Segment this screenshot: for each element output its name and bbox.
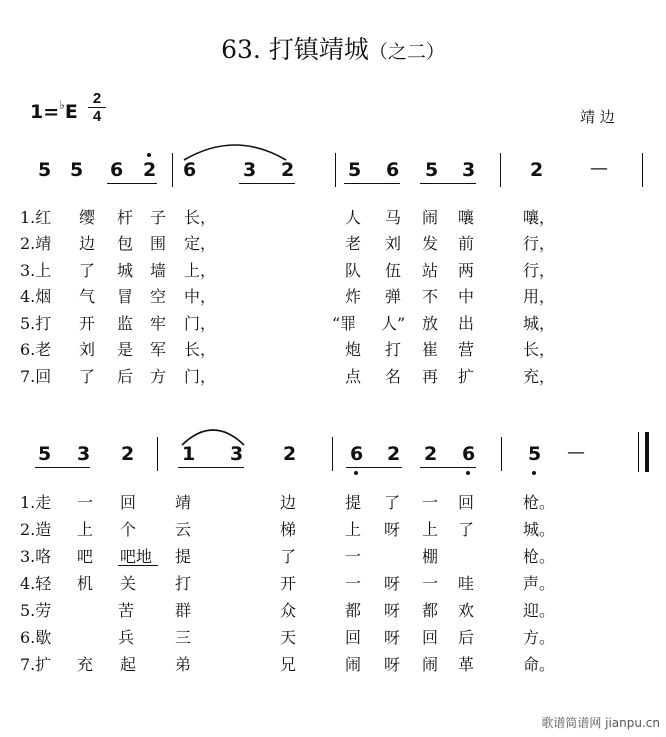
lyric: 闹 xyxy=(345,655,362,674)
lyric: 6.歇 xyxy=(20,628,52,647)
lyric: 弟 xyxy=(175,655,192,674)
sustain-dash: — xyxy=(567,442,585,463)
lyric: 门， xyxy=(184,314,217,333)
lyric: 行， xyxy=(523,261,556,280)
key-note: E xyxy=(64,101,78,123)
lyric: 4.烟 xyxy=(20,287,52,306)
bar-line xyxy=(172,153,173,187)
lyric: 长， xyxy=(523,340,556,359)
lyric: 一 xyxy=(345,574,362,593)
eighth-underline xyxy=(35,467,90,468)
lyric: 前 xyxy=(458,234,475,253)
lyric: 回 xyxy=(422,628,439,647)
lyric: 回 xyxy=(120,493,137,512)
lyric: 崔 xyxy=(422,340,439,359)
lyric: 了 xyxy=(280,547,297,566)
lyric: 长， xyxy=(184,208,217,227)
lyric: 1.红 xyxy=(20,208,52,227)
lyric: 老 xyxy=(345,234,362,253)
lyric: 呀 xyxy=(384,574,401,593)
bar-line xyxy=(501,437,502,471)
lyric: 城 xyxy=(117,261,134,280)
lyric: 了 xyxy=(384,493,401,512)
lyric: 伍 xyxy=(385,261,402,280)
lyric: 炸 xyxy=(345,287,362,306)
lyric: 起 xyxy=(120,655,137,674)
lyric: 6.老 xyxy=(20,340,52,359)
note: 5 xyxy=(70,159,84,181)
lyric: 众 xyxy=(280,601,297,620)
lyric: 不 xyxy=(422,287,439,306)
lyric: 命。 xyxy=(523,655,556,674)
lyric: 队 xyxy=(345,261,362,280)
note: 2 xyxy=(121,443,135,465)
lyric: 刘 xyxy=(79,340,96,359)
lyric: 枪。 xyxy=(523,493,556,512)
lyric: 站 xyxy=(422,261,439,280)
eighth-underline xyxy=(107,183,157,184)
bar-line xyxy=(642,153,643,187)
lyric: 缨 xyxy=(79,208,96,227)
lyric: 都 xyxy=(422,601,439,620)
final-bar-thin xyxy=(638,432,639,472)
lyric: 开 xyxy=(280,574,297,593)
song-title-sub: （之二） xyxy=(368,41,445,63)
note: 2 xyxy=(530,159,544,181)
note: 6 xyxy=(110,159,124,181)
lyric: 再 xyxy=(422,367,439,386)
bar-line xyxy=(335,153,336,187)
lyric: 呀 xyxy=(384,520,401,539)
lyric: 放 xyxy=(422,314,439,333)
lyric: 充， xyxy=(523,367,556,386)
lyric: 个 xyxy=(120,520,137,539)
lyric: 子 xyxy=(150,208,167,227)
low-octave-dot xyxy=(466,471,470,475)
lyric: 苦 xyxy=(118,601,135,620)
lyric: 嚷 xyxy=(458,208,475,227)
eighth-underline xyxy=(239,183,295,184)
lyric: 包 xyxy=(117,234,134,253)
lyric: 一 xyxy=(422,574,439,593)
note: 5 xyxy=(528,443,542,465)
song-title xyxy=(0,30,666,66)
lyric: 一 xyxy=(77,493,94,512)
lyric: 打 xyxy=(385,340,402,359)
lyric: 关 xyxy=(120,574,137,593)
lyric: 边 xyxy=(280,493,297,512)
lyric: 1.走 xyxy=(20,493,52,512)
lyric: 杆 xyxy=(117,208,134,227)
lyric: 军 xyxy=(150,340,167,359)
lyric: 上， xyxy=(184,261,217,280)
region-label: 靖 边 xyxy=(580,108,615,126)
lyric: 气 xyxy=(79,287,96,306)
lyric: 提 xyxy=(175,547,192,566)
note: 2 xyxy=(281,159,295,181)
lyric: 发 xyxy=(422,234,439,253)
lyric: 边 xyxy=(79,234,96,253)
lyric: 7.扩 xyxy=(20,655,52,674)
lyric: “罪 xyxy=(332,314,357,333)
lyric: 中 xyxy=(458,287,475,306)
lyric: 定， xyxy=(184,234,217,253)
note: 3 xyxy=(462,159,476,181)
lyric: 棚 xyxy=(422,547,439,566)
lyric: 嚷， xyxy=(523,208,556,227)
eighth-underline xyxy=(420,467,476,468)
note: 2 xyxy=(143,159,157,181)
lyric: 闹 xyxy=(422,655,439,674)
lyric: 出 xyxy=(458,314,475,333)
lyric: 行， xyxy=(523,234,556,253)
lyric: 三 xyxy=(175,628,192,647)
eighth-underline xyxy=(346,467,402,468)
note: 2 xyxy=(283,443,297,465)
lyric: 迎。 xyxy=(523,601,556,620)
lyric: 4.轻 xyxy=(20,574,52,593)
lyric: 机 xyxy=(77,574,94,593)
lyric: 两 xyxy=(458,261,475,280)
high-octave-dot xyxy=(147,153,151,157)
lyric: 马 xyxy=(385,208,402,227)
bar-line xyxy=(500,153,501,187)
lyric: 扩 xyxy=(458,367,475,386)
lyric: 空 xyxy=(150,287,167,306)
lyric: 点 xyxy=(345,367,362,386)
lyric: 声。 xyxy=(523,574,556,593)
low-octave-dot xyxy=(354,471,358,475)
flat-sign: ♭ xyxy=(59,98,65,112)
lyric: 呀 xyxy=(384,628,401,647)
eighth-underline xyxy=(344,183,400,184)
bar-line xyxy=(332,437,333,471)
lyric: 用， xyxy=(523,287,556,306)
lyric: 弹 xyxy=(385,287,402,306)
lyric: 梯 xyxy=(280,520,297,539)
low-octave-dot xyxy=(532,471,536,475)
lyric: 充 xyxy=(77,655,94,674)
time-signature xyxy=(88,90,106,125)
lyric: 3.上 xyxy=(20,261,52,280)
eighth-underline xyxy=(178,467,244,468)
note: 6 xyxy=(386,159,400,181)
note: 2 xyxy=(387,443,401,465)
lyric: 一 xyxy=(345,547,362,566)
lyric: 一 xyxy=(422,493,439,512)
lyric: 3.咯 xyxy=(20,547,52,566)
lyric: 2.造 xyxy=(20,520,52,539)
lyric: 营 xyxy=(458,340,475,359)
lyric: 天 xyxy=(280,628,297,647)
lyric: 上 xyxy=(77,520,94,539)
lyric: 上 xyxy=(422,520,439,539)
note: 1 xyxy=(182,443,196,465)
lyric: 群 xyxy=(175,601,192,620)
key-label: 1= xyxy=(30,101,60,123)
lyric: 哇 xyxy=(458,574,475,593)
lyric: 中， xyxy=(184,287,217,306)
lyric: 闹 xyxy=(422,208,439,227)
bar-line xyxy=(157,437,158,471)
lyric: 方 xyxy=(150,367,167,386)
lyric: 了 xyxy=(79,367,96,386)
lyric: 2.靖 xyxy=(20,234,52,253)
lyric: 围 xyxy=(150,234,167,253)
lyric: 回 xyxy=(345,628,362,647)
lyric: 5.打 xyxy=(20,314,52,333)
lyric: 都 xyxy=(345,601,362,620)
lyric: 枪。 xyxy=(523,547,556,566)
lyric: 了 xyxy=(79,261,96,280)
lyric: 吧 xyxy=(77,547,94,566)
lyric: 兄 xyxy=(280,655,297,674)
lyric-underline xyxy=(118,565,158,566)
eighth-underline xyxy=(420,183,476,184)
lyric: 监 xyxy=(117,314,134,333)
lyric: 刘 xyxy=(385,234,402,253)
lyric: 提 xyxy=(345,493,362,512)
lyric: 后 xyxy=(117,367,134,386)
lyric: 回 xyxy=(458,493,475,512)
song-title-main: 63. 打镇靖城 xyxy=(221,35,369,64)
lyric: 欢 xyxy=(458,601,475,620)
note: 3 xyxy=(77,443,91,465)
note: 2 xyxy=(424,443,438,465)
lyric: 打 xyxy=(175,574,192,593)
note: 6 xyxy=(183,159,197,181)
lyric: 呀 xyxy=(384,601,401,620)
lyric: 吧地 xyxy=(120,547,153,566)
note: 6 xyxy=(350,443,364,465)
sustain-dash: — xyxy=(590,158,608,179)
time-signature-bottom: 4 xyxy=(92,108,102,125)
lyric: 城， xyxy=(523,314,556,333)
lyric: 革 xyxy=(458,655,475,674)
lyric: 墙 xyxy=(150,261,167,280)
lyric: 名 xyxy=(385,367,402,386)
lyric: 是 xyxy=(117,340,134,359)
note: 6 xyxy=(462,443,476,465)
lyric: 方。 xyxy=(523,628,556,647)
lyric: 炮 xyxy=(345,340,362,359)
lyric: 7.回 xyxy=(20,367,52,386)
note: 3 xyxy=(243,159,257,181)
tie-arc xyxy=(180,138,290,162)
note: 3 xyxy=(230,443,244,465)
note: 5 xyxy=(348,159,362,181)
watermark: 歌谱简谱网 jianpu.cn xyxy=(541,716,660,730)
note: 5 xyxy=(38,159,52,181)
lyric: 上 xyxy=(345,520,362,539)
lyric: 靖 xyxy=(175,493,192,512)
final-bar-thick xyxy=(645,432,649,472)
lyric: 门， xyxy=(184,367,217,386)
lyric: 长， xyxy=(184,340,217,359)
lyric: 冒 xyxy=(117,287,134,306)
lyric: 5.劳 xyxy=(20,601,52,620)
lyric: 呀 xyxy=(384,655,401,674)
lyric: 后 xyxy=(458,628,475,647)
lyric: 兵 xyxy=(118,628,135,647)
note: 5 xyxy=(425,159,439,181)
note: 5 xyxy=(38,443,52,465)
lyric: 了 xyxy=(458,520,475,539)
lyric: 云 xyxy=(175,520,192,539)
lyric: 人 xyxy=(345,208,362,227)
time-signature-top: 2 xyxy=(92,90,102,107)
lyric: 牢 xyxy=(150,314,167,333)
lyric: 城。 xyxy=(523,520,556,539)
key-signature xyxy=(30,98,78,123)
lyric: 开 xyxy=(79,314,96,333)
lyric: 人” xyxy=(381,314,406,333)
